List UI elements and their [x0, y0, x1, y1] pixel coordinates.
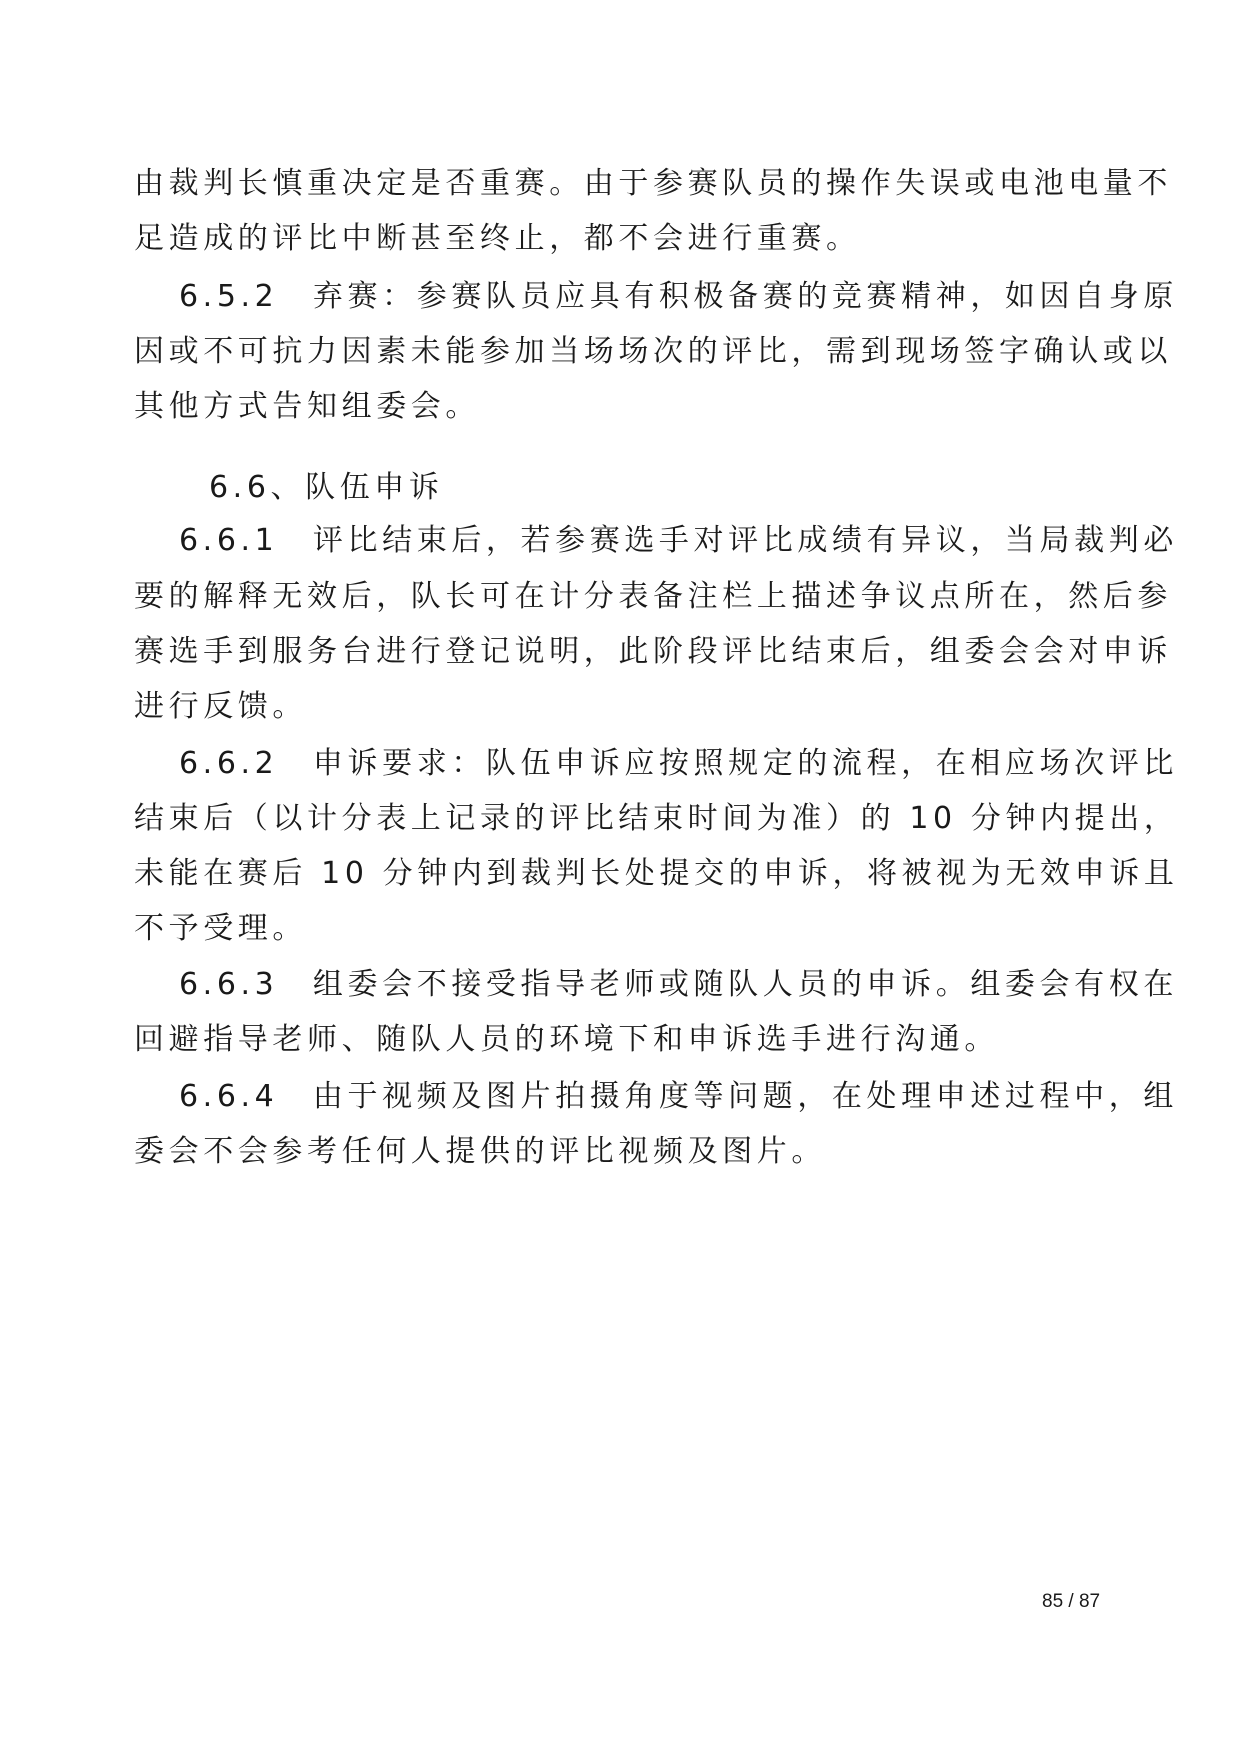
- text-line: 未能在赛后 10 分钟内到裁判长处提交的申诉，将被视为无效申诉且: [134, 856, 1179, 891]
- text-line: 要的解释无效后，队长可在计分表备注栏上描述争议点所在，然后参: [134, 579, 1172, 614]
- page-number: 85 / 87: [1042, 1591, 1101, 1612]
- clause-6-6-3: 6.6.3 组委会不接受指导老师或随队人员的申诉。组委会有权在: [179, 967, 1178, 1002]
- text-line: 委会不会参考任何人提供的评比视频及图片。: [134, 1134, 826, 1169]
- text-line: 其他方式告知组委会。: [134, 389, 480, 424]
- text-line: 因或不可抗力因素未能参加当场场次的评比，需到现场签字确认或以: [134, 334, 1172, 369]
- clause-6-6-2: 6.6.2 申诉要求：队伍申诉应按照规定的流程，在相应场次评比: [179, 746, 1178, 781]
- clause-6-6-1: 6.6.1 评比结束后，若参赛选手对评比成绩有异议，当局裁判必: [179, 523, 1178, 558]
- section-heading: 6.6、队伍申诉: [209, 470, 444, 505]
- text-line: 由裁判长慎重决定是否重赛。由于参赛队员的操作失误或电池电量不: [134, 166, 1172, 201]
- text-line: 进行反馈。: [134, 689, 307, 724]
- clause-6-6-4: 6.6.4 由于视频及图片拍摄角度等问题，在处理申述过程中，组: [179, 1079, 1178, 1114]
- text-line: 结束后（以计分表上记录的评比结束时间为准）的 10 分钟内提出，: [134, 801, 1179, 836]
- text-line: 回避指导老师、随队人员的环境下和申诉选手进行沟通。: [134, 1022, 999, 1057]
- text-line: 足造成的评比中断甚至终止，都不会进行重赛。: [134, 221, 861, 256]
- text-line: 不予受理。: [134, 911, 307, 946]
- text-line: 赛选手到服务台进行登记说明，此阶段评比结束后，组委会会对申诉: [134, 634, 1172, 669]
- clause-6-5-2: 6.5.2 弃赛：参赛队员应具有积极备赛的竞赛精神，如因自身原: [179, 279, 1178, 314]
